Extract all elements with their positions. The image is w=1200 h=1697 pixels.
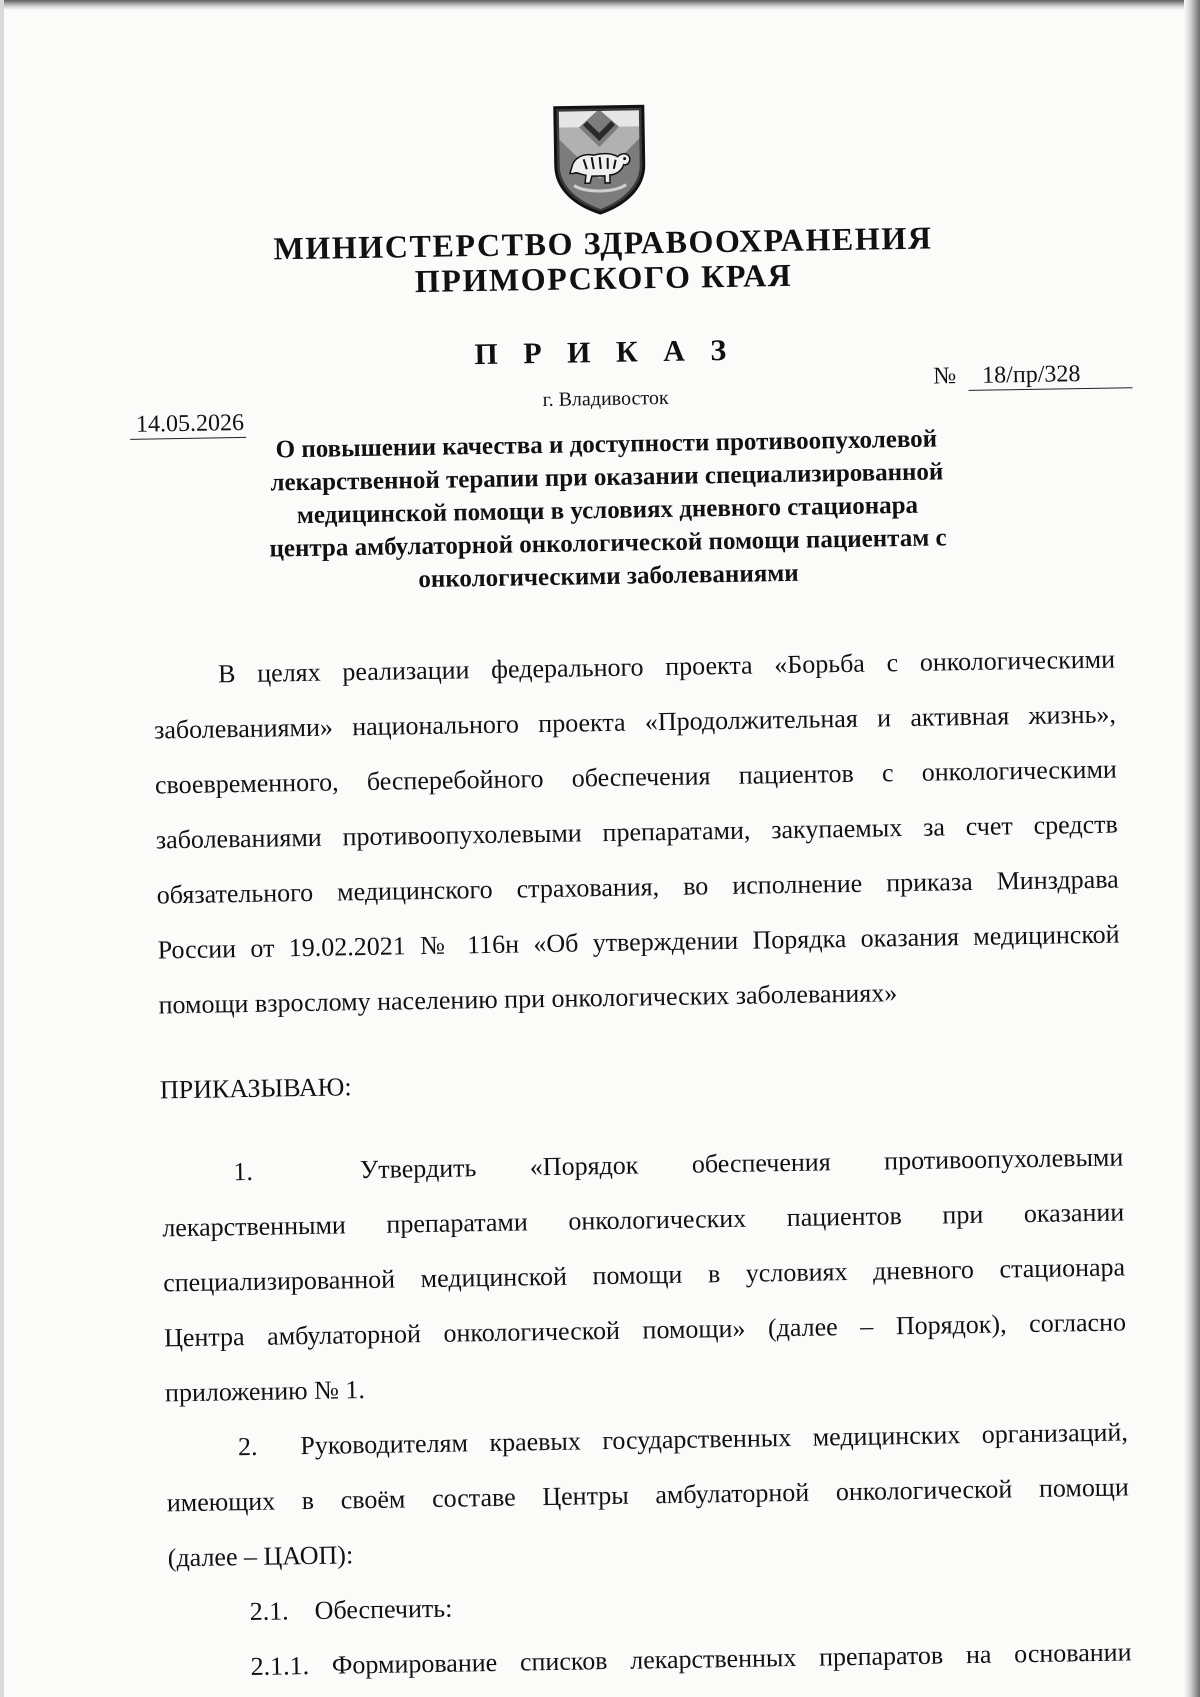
number-sign: № — [933, 363, 957, 390]
order-number — [933, 359, 1132, 391]
preamble-line: помощи взрослому населению при онкологических заболеваниях» — [158, 978, 898, 1020]
number-value: 18/пр/328 — [968, 359, 1132, 391]
preamble-line: заболеваниями» национального проекта «Продолжительная и активная жизнь», — [153, 699, 1117, 745]
title-line: центра амбулаторной онкологической помощи пациентам с — [269, 524, 947, 563]
preamble-line: России от 19.02.2021 № 116н «Об утверждении Порядка оказания медицинской — [157, 919, 1120, 965]
item-1-text: Утвердить «Порядок обеспечения противоопухолевыми — [359, 1142, 1124, 1185]
item-2-text: Руководителям краевых государственных медицинских организаций, — [300, 1417, 1129, 1461]
item-1-line: Центра амбулаторной онкологической помощи» (далее – Порядок), согласно — [163, 1307, 1127, 1353]
item-2-line: (далее – ЦАОП): — [167, 1540, 354, 1573]
item-2-number: 2. — [237, 1431, 258, 1462]
item-2-line: имеющих в своём составе Центры амбулаторной онкологической помощи — [166, 1472, 1129, 1518]
ministry-name-line1: МИНИСТЕРСТВО ЗДРАВООХРАНЕНИЯ — [273, 219, 933, 267]
coat-of-arms-emblem — [549, 102, 651, 217]
order-title — [156, 420, 1059, 600]
preamble-line: своевременного, бесперебойного обеспечения пациентов с онкологическими — [154, 754, 1118, 800]
order-directive: ПРИКАЗЫВАЮ: — [159, 1072, 352, 1105]
ministry-name-line2: ПРИМОРСКОГО КРАЯ — [414, 256, 793, 300]
item-2-1-number: 2.1. — [249, 1596, 289, 1627]
title-line: медицинской помощи в условиях дневного стационара — [296, 491, 919, 530]
order-date: 14.05.2026 — [130, 409, 246, 440]
order-city: г. Владивосток — [542, 386, 669, 411]
title-line: О повышении качества и доступности противоопухолевой — [275, 425, 938, 464]
order-body — [153, 632, 1132, 1696]
preamble-line: заболеваниями противоопухолевыми препаратами, закупаемых за счет средств — [155, 809, 1118, 855]
item-2-1-1-text: Формирование списков лекарственных препаратов на основании — [331, 1637, 1132, 1680]
item-2-1-text: Обеспечить: — [314, 1593, 453, 1625]
title-line: лекарственной терапии при оказании специализированной — [270, 458, 944, 497]
item-2-1-1-number: 2.1.1. — [250, 1651, 310, 1682]
item-1-line: специализированной медицинской помощи в условиях дневного стационара — [162, 1252, 1126, 1298]
preamble-line: обязательного медицинского страхования, во исполнение приказа Минздрава — [156, 864, 1119, 910]
item-1-number: 1. — [233, 1156, 254, 1187]
title-line: онкологическими заболеваниями — [418, 559, 799, 594]
document-type: П Р И К А З — [474, 333, 736, 372]
item-1-line: лекарственными препаратами онкологических пациентов при оказании — [162, 1197, 1125, 1243]
preamble-line: В целях реализации федерального проекта «Борьба с онкологическими — [217, 644, 1116, 689]
item-1-line: приложению № 1. — [164, 1375, 366, 1408]
ministry-name — [153, 219, 1054, 304]
